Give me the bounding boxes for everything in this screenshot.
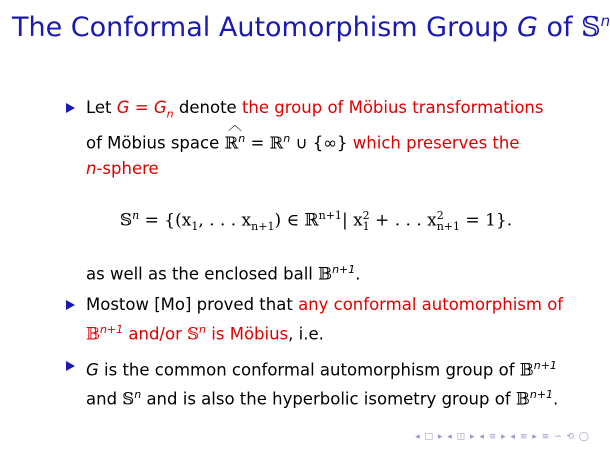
bullet-triangle-icon [66,361,75,371]
slide-title: The Conformal Automorphism Group G of 𝕊$^n$ [12,12,610,43]
bullet-item-2: Mostow [Mo] proved that any conformal automorphism of 𝔹$^{n+1}$ and/or 𝕊$^n$ is Möbius, i.e. [66,292,566,347]
bullet-triangle-icon [66,103,75,113]
beamer-navigation-bar[interactable]: ◂ □ ▸ ◂ ◫ ▸ ◂ ≡ ▸ ◂ ≡ ▸ ≡ ∽ ⟲ ◯ [415,432,590,442]
bullet-triangle-icon [66,300,75,310]
slide-content [66,95,566,412]
sphere-equation: 𝕊$^n$ = {($x_1$, . . . $x_{n+1}$) ∈ ℝ$^{n+1}$| $x^2_1$ + . . . $x^2_{n+1} = 1$}. [119,208,513,233]
bullet-item-1: Let $G = G_n$ denote the group of Möbius transformations of Möbius space ︿ ℝ$^n$ = ℝ$^n$ ∪ {∞} which preserves the n-sphere 𝕊$^n$ = {($x_1$, . . . $x_{n+1}$) ∈ ℝ$^{n+1}$| $x^2_1$ + . . . $x^2_{n+1} = 1$}. as well as the enclosed ball 𝔹$^{n+1}$. [66,95,566,286]
enclosed-ball-text: as well as the enclosed ball 𝔹$^{n+1}$. [86,262,361,284]
bullet-item-3: G is the common conformal automorphism group of 𝔹$^{n+1}$ and 𝕊$^n$ and is also the hyperbolic isometry group of 𝔹$^{n+1}$. [66,353,566,412]
